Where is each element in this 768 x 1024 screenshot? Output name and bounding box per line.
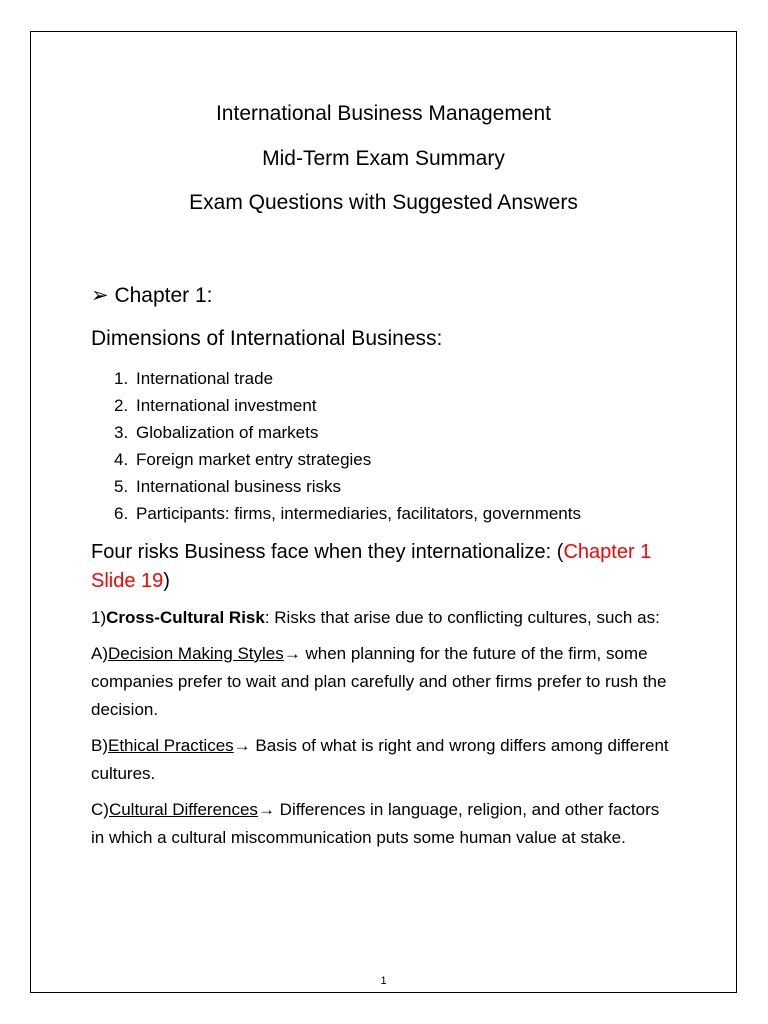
risks-heading bbox=[91, 538, 671, 596]
list-item-text: Foreign market entry strategies bbox=[136, 450, 372, 469]
document-title: International Business Management bbox=[215, 102, 552, 125]
ethical-practices-term: Ethical Practices bbox=[108, 736, 234, 755]
dimensions-list bbox=[91, 365, 671, 527]
list-item bbox=[91, 392, 671, 419]
list-item bbox=[91, 419, 671, 446]
arrow-right-icon: → bbox=[233, 736, 251, 755]
list-item-number: 6. bbox=[114, 504, 129, 523]
arrow-bullet-icon: ➢ bbox=[91, 284, 109, 307]
list-item-number: 4. bbox=[114, 450, 129, 469]
paragraph-prefix: A) bbox=[91, 644, 108, 663]
document-body bbox=[91, 282, 671, 860]
list-item-number: 1. bbox=[114, 369, 129, 388]
document-subtitle: Mid-Term Exam Summary bbox=[262, 146, 505, 170]
paragraph-text: Differences in language, religion, and other factors in which a cultural miscommunication puts some human value at stake. bbox=[91, 800, 660, 847]
paragraph-prefix: B) bbox=[91, 736, 108, 755]
risks-heading-close: ) bbox=[163, 570, 170, 592]
list-item bbox=[91, 365, 671, 392]
document-description: Exam Questions with Suggested Answers bbox=[189, 191, 578, 214]
cross-cultural-risk-paragraph bbox=[91, 604, 671, 632]
list-item bbox=[91, 446, 671, 473]
cross-cultural-risk-term: Cross-Cultural Risk bbox=[106, 608, 265, 627]
cultural-differences-term: Cultural Differences bbox=[108, 800, 258, 819]
list-item-number: 5. bbox=[114, 477, 129, 496]
risks-heading-text: Four risks Business face when they internationalize: ( bbox=[91, 541, 564, 563]
dimensions-heading: Dimensions of International Business: bbox=[91, 327, 443, 350]
list-item-number: 3. bbox=[114, 423, 129, 442]
list-item-text: Globalization of markets bbox=[136, 423, 319, 442]
paragraph-text: when planning for the future of the firm, some companies prefer to wait and plan carefully and other firms prefer to rush the decision. bbox=[91, 644, 667, 719]
paragraph-prefix: 1) bbox=[91, 608, 107, 627]
list-item bbox=[91, 500, 671, 527]
list-item bbox=[91, 473, 671, 500]
paragraph-prefix: C) bbox=[91, 800, 109, 819]
page-number: 1 bbox=[380, 975, 387, 987]
decision-making-paragraph bbox=[91, 640, 671, 724]
document-page bbox=[30, 31, 737, 993]
paragraph-text: : Risks that arise due to conflicting cultures, such as: bbox=[264, 608, 660, 627]
list-item-text: International investment bbox=[136, 396, 317, 415]
decision-making-term: Decision Making Styles bbox=[108, 644, 284, 663]
list-item-text: International trade bbox=[136, 369, 274, 388]
ethical-practices-paragraph bbox=[91, 732, 671, 788]
title-block bbox=[31, 96, 736, 230]
slide-reference: Chapter 1 Slide 19 bbox=[91, 541, 652, 592]
arrow-right-icon: → bbox=[283, 644, 301, 663]
chapter-heading bbox=[91, 282, 671, 310]
paragraph-text: Basis of what is right and wrong differs among different cultures. bbox=[91, 736, 669, 783]
arrow-right-icon: → bbox=[257, 800, 275, 819]
chapter-label: Chapter 1: bbox=[114, 284, 213, 307]
cultural-differences-paragraph bbox=[91, 796, 671, 852]
list-item-text: International business risks bbox=[136, 477, 342, 496]
list-item-text: Participants: firms, intermediaries, facilitators, governments bbox=[136, 504, 581, 523]
list-item-number: 2. bbox=[114, 396, 129, 415]
